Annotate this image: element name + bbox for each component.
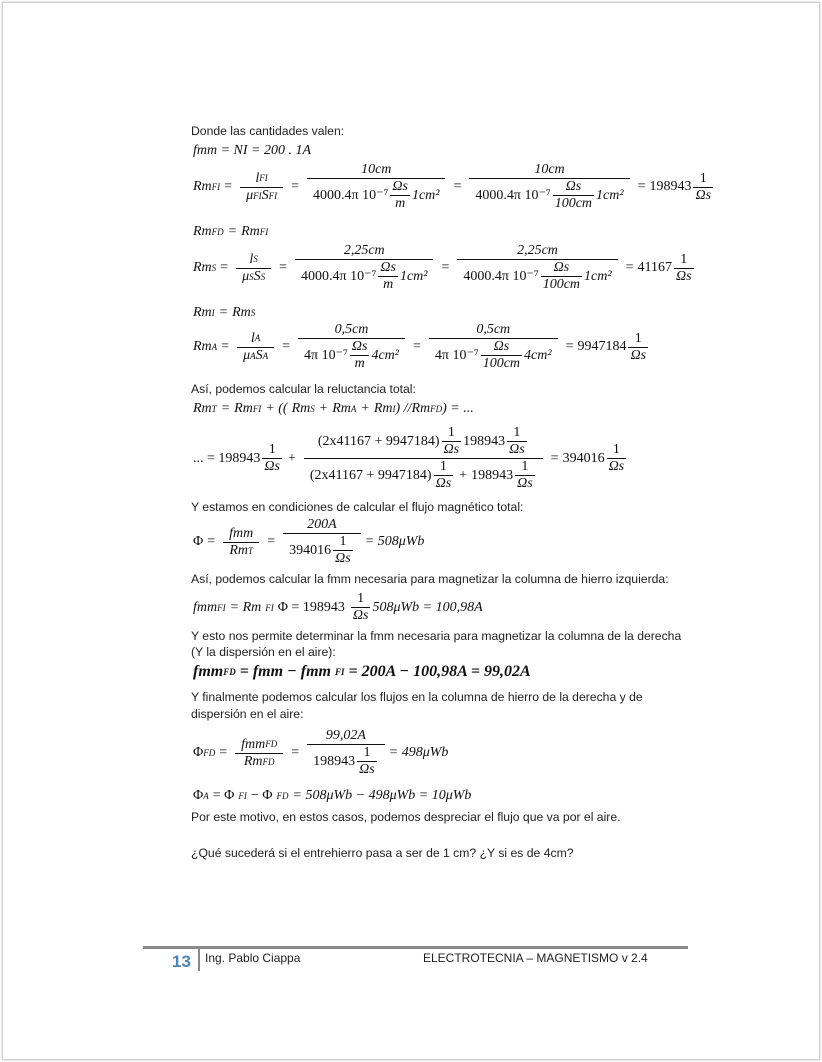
- text: Ωs: [675, 268, 692, 284]
- fraction: [283, 517, 361, 567]
- subscript: A: [211, 342, 218, 353]
- text: 100cm: [482, 356, 521, 372]
- text: 100cm: [554, 196, 593, 212]
- subscript: FD: [203, 748, 216, 759]
- text: 1: [333, 534, 353, 551]
- fraction: [262, 442, 282, 475]
- subscript: S: [249, 271, 254, 282]
- equals: =: [550, 450, 559, 466]
- text: 4cm²: [524, 347, 552, 363]
- fraction: [223, 526, 259, 559]
- fraction: [541, 260, 582, 293]
- subscript: S: [250, 308, 256, 318]
- fraction: [674, 252, 694, 285]
- equals: =: [267, 534, 276, 550]
- text: 1: [515, 459, 535, 476]
- text: Rm: [243, 753, 263, 769]
- fraction: [236, 252, 271, 285]
- equation-fmm-fi: [193, 591, 483, 624]
- value: = 508μWb: [364, 534, 425, 550]
- text: 0,5cm: [429, 322, 558, 339]
- symbol: Rm: [241, 224, 260, 239]
- text: m: [383, 277, 394, 293]
- equals: =: [282, 339, 291, 355]
- text: 4000.4π 10⁻⁷: [313, 187, 389, 203]
- paragraph: Y esto nos permite determinar la fmm necesaria para magnetizar la columna de la derecha: [191, 629, 682, 643]
- subscript: FI: [253, 190, 262, 201]
- text: m: [354, 356, 365, 372]
- text: Ωs: [443, 442, 460, 458]
- symbol: Φ: [193, 788, 204, 803]
- equation-rm-s: [193, 243, 696, 293]
- equals: =: [220, 401, 231, 416]
- text: (2x41167 + 9947184): [317, 433, 440, 449]
- text: Ωs: [541, 260, 582, 277]
- subscript: FD: [262, 756, 275, 767]
- equation-flux-total: [193, 517, 424, 567]
- equation-rm-fd: [193, 224, 268, 240]
- text: fmm: [193, 663, 224, 680]
- equals: =: [453, 179, 462, 195]
- text: − Φ: [250, 788, 273, 803]
- text: 4π 10⁻⁷: [434, 347, 479, 363]
- equals: =: [565, 339, 574, 355]
- subscript: FD: [430, 404, 443, 414]
- text: Ωs: [359, 762, 375, 778]
- subscript: FI: [217, 602, 226, 613]
- fraction: [351, 591, 371, 624]
- text: ) = ...: [442, 401, 474, 416]
- fraction: [237, 331, 274, 364]
- text: 1cm²: [584, 268, 612, 284]
- fraction: [333, 534, 353, 567]
- text: 1: [607, 442, 627, 459]
- text: m: [395, 196, 406, 212]
- fraction: [434, 459, 454, 492]
- text: 1: [674, 252, 694, 269]
- text: = Φ: [212, 788, 235, 803]
- text: fmm: [193, 599, 218, 615]
- text: Ωs: [509, 442, 525, 458]
- paragraph: ¿Qué sucederá si el entrehierro pasa a ser de 1 cm? ¿Y si es de 4cm?: [191, 846, 574, 860]
- equals: =: [224, 179, 233, 195]
- text: 198943: [471, 467, 514, 483]
- footer-title: ELECTROTECNIA – MAGNETISMO v 2.4: [423, 951, 648, 965]
- text: +: [360, 401, 370, 416]
- subscript: S: [211, 263, 217, 274]
- text: +: [459, 467, 468, 483]
- equation-rm-i: [193, 305, 255, 321]
- text: 4000.4π 10⁻⁷: [301, 268, 377, 284]
- text: Ωs: [352, 608, 369, 624]
- equals: =: [291, 179, 300, 195]
- equals: =: [221, 339, 230, 355]
- text: Ωs: [390, 179, 410, 196]
- fraction: [298, 322, 405, 372]
- text: 1cm²: [596, 187, 624, 203]
- text: 198943: [313, 753, 356, 769]
- equation-rm-total: [193, 401, 474, 417]
- equals: =: [227, 224, 238, 239]
- text: l: [250, 330, 255, 346]
- text: = fmm − fmm: [239, 663, 331, 680]
- text: μ: [242, 268, 250, 284]
- footer-author: Ing. Pablo Ciappa: [205, 951, 301, 965]
- fraction: [607, 442, 627, 475]
- fraction: [350, 339, 370, 372]
- text: l: [249, 251, 254, 267]
- subscript: FD: [211, 227, 224, 237]
- text: +: [318, 401, 329, 416]
- subscript: FI: [211, 182, 221, 193]
- text: 2,25cm: [457, 243, 617, 260]
- symbol: Φ: [193, 534, 204, 550]
- subscript: FI: [259, 173, 268, 184]
- subscript: FD: [265, 739, 278, 750]
- text: 1cm²: [411, 187, 440, 203]
- subscript: I: [211, 308, 215, 318]
- text: 198943: [463, 433, 506, 449]
- fraction: [307, 162, 445, 212]
- symbol: Φ: [193, 745, 204, 761]
- subscript: A: [254, 333, 261, 344]
- fraction: [628, 331, 648, 364]
- footer-divider: [198, 949, 200, 971]
- symbol: Rm: [193, 305, 212, 320]
- text: 394016: [289, 542, 332, 558]
- symbol: Rm: [232, 305, 251, 320]
- symbol: Rm: [234, 401, 253, 416]
- value: 394016: [562, 450, 605, 466]
- text: Rm: [229, 542, 249, 558]
- equals: =: [441, 260, 450, 276]
- value: = 498μWb: [388, 745, 449, 761]
- text: fmm: [241, 736, 266, 752]
- text: 4000.4π 10⁻⁷: [463, 268, 539, 284]
- equals: =: [637, 179, 646, 195]
- fraction: [481, 339, 522, 372]
- subscript: A: [203, 791, 209, 801]
- value: = 200A − 100,98A = 99,02A: [348, 663, 531, 680]
- fraction: [304, 425, 543, 492]
- subscript: T: [248, 545, 254, 556]
- page-number: 13: [172, 952, 191, 971]
- text: μ: [243, 347, 251, 363]
- text: 1: [693, 171, 713, 188]
- fraction: [295, 243, 433, 293]
- text: + ((: [265, 401, 288, 416]
- fraction: [469, 162, 629, 212]
- text: Φ = 198943: [277, 599, 345, 615]
- equation-fmm: fmm = NI = 200 . 1A: [193, 143, 312, 158]
- subscript: FI: [252, 404, 262, 414]
- text: 1: [357, 745, 377, 762]
- text: μ: [246, 187, 254, 203]
- subscript: FD: [276, 791, 289, 801]
- fraction: [240, 171, 283, 204]
- subscript: T: [211, 404, 217, 414]
- paragraph: Por este motivo, en estos casos, podemos despreciar el flujo que va por el aire.: [191, 810, 621, 824]
- equation-flux-air: [193, 788, 475, 804]
- symbol: Rm: [193, 179, 212, 195]
- text: 1: [262, 442, 282, 459]
- symbol: Rm: [193, 401, 212, 416]
- text: 99,02A: [307, 728, 385, 745]
- equals: =: [219, 745, 228, 761]
- symbol: Rm: [373, 401, 393, 416]
- equals: =: [291, 745, 300, 761]
- equation-rm-a: [193, 322, 650, 372]
- symbol: Rm: [411, 401, 431, 416]
- text: +: [287, 450, 296, 466]
- fraction: [390, 179, 410, 212]
- text: 10cm: [469, 162, 629, 179]
- text: 10cm: [307, 162, 445, 179]
- paragraph: dispersión en el aire:: [191, 707, 304, 721]
- text: S: [261, 187, 269, 203]
- text: ... = 198943: [193, 450, 261, 466]
- text: 1: [434, 459, 454, 476]
- symbol: Rm: [291, 401, 311, 416]
- text: 1: [628, 331, 648, 348]
- subscript: A: [262, 350, 269, 361]
- paragraph: Y estamos en condiciones de calcular el flujo magnético total:: [191, 500, 524, 514]
- equals: =: [412, 339, 421, 355]
- text: Ωs: [553, 179, 594, 196]
- fraction: [235, 737, 283, 770]
- text: Ωs: [378, 260, 398, 277]
- fraction: [429, 322, 558, 372]
- paragraph: Donde las cantidades valen:: [191, 124, 345, 138]
- equals: =: [220, 260, 229, 276]
- subscript: S: [253, 254, 258, 265]
- subscript: I: [392, 404, 396, 414]
- text: 4cm²: [371, 347, 399, 363]
- equation-flux-fd: [193, 728, 448, 778]
- value: 41167: [637, 260, 672, 276]
- text: S: [253, 268, 261, 284]
- symbol: Rm: [193, 224, 212, 239]
- subscript: FI: [238, 791, 247, 801]
- value: 9947184: [577, 339, 627, 355]
- text: Ωs: [264, 459, 280, 475]
- equals: =: [207, 534, 216, 550]
- subscript: S: [260, 271, 266, 282]
- fraction: [307, 728, 385, 778]
- text: 2,25cm: [295, 243, 433, 260]
- text: 100cm: [542, 277, 581, 293]
- subscript: A: [250, 350, 256, 361]
- fraction: [553, 179, 594, 212]
- equation-rm-total-value: [193, 425, 628, 492]
- text: fmm: [223, 526, 259, 543]
- text: l: [255, 170, 260, 186]
- subscript: S: [310, 404, 315, 414]
- symbol: Rm: [193, 260, 212, 276]
- text: S: [255, 347, 263, 363]
- text: Ωs: [517, 476, 533, 492]
- paragraph: (Y la dispersión en el aire):: [191, 645, 336, 659]
- text: Ωs: [435, 476, 452, 492]
- text: Ωs: [481, 339, 522, 356]
- text: 1: [351, 591, 371, 608]
- fraction: [442, 425, 462, 458]
- subscript: A: [350, 404, 357, 414]
- subscript: FD: [223, 667, 236, 677]
- fraction: [693, 171, 713, 204]
- subscript: FI: [268, 190, 278, 201]
- fraction: [507, 425, 527, 458]
- equation-fmm-fd: [193, 663, 535, 681]
- text: 4π 10⁻⁷: [304, 347, 348, 363]
- footer-rule: [143, 946, 688, 949]
- value: 508μWb = 100,98A: [372, 599, 483, 615]
- text: 1: [507, 425, 527, 442]
- value: 198943: [649, 179, 692, 195]
- subscript: FI: [259, 227, 269, 237]
- text: ) //: [395, 401, 412, 416]
- symbol: Rm: [332, 401, 351, 416]
- text: = Rm: [229, 599, 262, 615]
- paragraph: Así, podemos calcular la fmm necesaria para magnetizar la columna de hierro izquierda:: [191, 572, 669, 586]
- symbol: Rm: [193, 339, 212, 355]
- text: Ωs: [350, 339, 370, 356]
- text: Ωs: [335, 551, 351, 567]
- text: (2x41167 + 9947184): [309, 467, 432, 483]
- subscript: FI: [265, 602, 274, 613]
- text: Ωs: [630, 347, 647, 363]
- subscript: FI: [334, 667, 345, 677]
- equation-rm-fi: [193, 162, 715, 212]
- text: 0,5cm: [298, 322, 405, 339]
- text: 4000.4π 10⁻⁷: [475, 187, 551, 203]
- paragraph: Así, podemos calcular la reluctancia total:: [191, 382, 416, 396]
- text: 200A: [283, 517, 361, 534]
- fraction: [515, 459, 535, 492]
- equals: =: [625, 260, 634, 276]
- fraction: [378, 260, 398, 293]
- paragraph: Y finalmente podemos calcular los flujos en la columna de hierro de la derecha y de: [191, 690, 643, 704]
- text: Ωs: [608, 459, 625, 475]
- text: 1: [442, 425, 462, 442]
- text: 1cm²: [399, 268, 428, 284]
- value: = 508μWb − 498μWb = 10μWb: [292, 788, 472, 803]
- equals: =: [218, 305, 229, 320]
- fraction: [357, 745, 377, 778]
- equals: =: [279, 260, 288, 276]
- fraction: [457, 243, 617, 293]
- text: Ωs: [695, 187, 712, 203]
